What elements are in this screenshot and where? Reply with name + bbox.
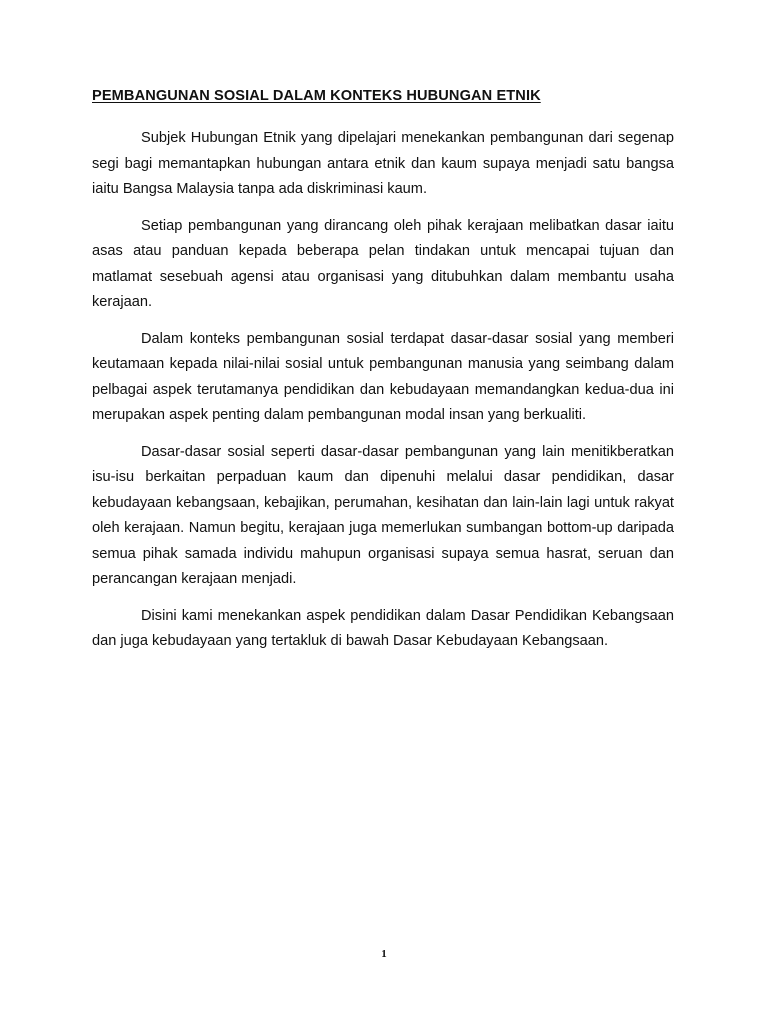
paragraph-2: Setiap pembangunan yang dirancang oleh pihak kerajaan melibatkan dasar iaitu asas atau panduan kepada beberapa pelan tindakan untuk mencapai tujuan dan matlamat sesebuah agensi atau organisasi yang ditubuhkan dalam membantu usaha kerajaan. <box>92 217 674 310</box>
paragraph-5: Disini kami menekankan aspek pendidikan dalam Dasar Pendidikan Kebangsaan dan juga kebudayaan yang tertakluk di bawah Dasar Kebudayaan Kebangsaan. <box>92 607 674 649</box>
paragraph-3: Dalam konteks pembangunan sosial terdapat dasar-dasar sosial yang memberi keutamaan kepada nilai-nilai sosial untuk pembangunan manusia yang seimbang dalam pelbagai aspek terutamanya pendidikan dan kebudayaan memandangkan kedua-dua ini merupakan aspek penting dalam pembangunan modal insan yang berkualiti. <box>92 330 674 423</box>
document-title: PEMBANGUNAN SOSIAL DALAM KONTEKS HUBUNGAN ETNIK <box>92 88 541 104</box>
paragraph-1: Subjek Hubungan Etnik yang dipelajari menekankan pembangunan dari segenap segi bagi memantapkan hubungan antara etnik dan kaum supaya menjadi satu bangsa iaitu Bangsa Malaysia tanpa ada diskriminasi kaum. <box>92 130 674 197</box>
paragraph-4: Dasar-dasar sosial seperti dasar-dasar pembangunan yang lain menitikberatkan isu-isu berkaitan perpaduan kaum dan dipenuhi melalui dasar pendidikan, dasar kebudayaan kebangsaan, kebajikan, perumahan, kesihatan dan lain-lain lagi untuk rakyat oleh kerajaan. Namun begitu, kerajaan juga memerlukan sumbangan bottom-up daripada semua pihak samada individu mahupun organisasi supaya semua hasrat, seruan dan perancangan kerajaan menjadi. <box>92 443 674 587</box>
document-body <box>92 86 674 666</box>
page-number: 1 <box>381 948 387 960</box>
